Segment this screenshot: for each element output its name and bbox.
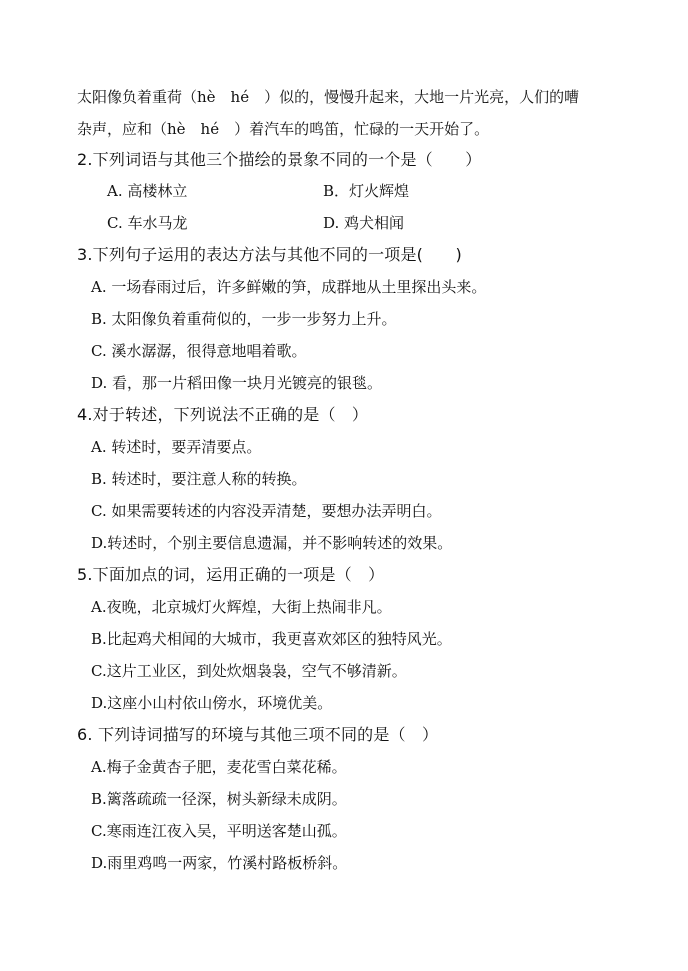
question-5-option-d: D.这座小山村依山傍水，环境优美。 bbox=[91, 694, 333, 712]
intro-line-2: 杂声，应和（hè hé ）着汽车的鸣笛，忙碌的一天开始了。 bbox=[77, 120, 490, 138]
question-5-stem: 5.下面加点的词，运用正确的一项是（ ） bbox=[77, 565, 385, 584]
question-2-option-b: B．灯火辉煌 bbox=[323, 182, 410, 200]
question-6-option-a: A.梅子金黄杏子肥，麦花雪白菜花稀。 bbox=[91, 758, 347, 776]
question-5-option-a: A.夜晚，北京城灯火辉煌，大街上热闹非凡。 bbox=[91, 598, 392, 616]
question-2-option-c: C. 车水马龙 bbox=[107, 214, 188, 232]
question-4-option-a: A. 转述时，要弄清要点。 bbox=[91, 438, 262, 456]
question-6-option-d: D.雨里鸡鸣一两家，竹溪村路板桥斜。 bbox=[91, 854, 348, 872]
intro-line-1: 太阳像负着重荷（hè hé ）似的，慢慢升起来，大地一片光亮，人们的嘈 bbox=[77, 88, 580, 106]
question-6-stem: 6. 下列诗词描写的环境与其他三项不同的是（ ） bbox=[77, 725, 439, 744]
question-3-option-b: B. 太阳像负着重荷似的，一步一步努力上升。 bbox=[91, 310, 397, 328]
question-2-option-a: A. 高楼林立 bbox=[107, 182, 188, 200]
question-3-option-c: C. 溪水潺潺，很得意地唱着歌。 bbox=[91, 342, 307, 360]
question-5-option-b: B.比起鸡犬相闻的大城市，我更喜欢郊区的独特风光。 bbox=[91, 630, 452, 648]
question-4-option-c: C. 如果需要转述的内容没弄清楚，要想办法弄明白。 bbox=[91, 502, 442, 520]
question-2-option-d: D. 鸡犬相闻 bbox=[323, 214, 405, 232]
question-6-option-c: C.寒雨连江夜入吴，平明送客楚山孤。 bbox=[91, 822, 347, 840]
question-2-stem: 2.下列词语与其他三个描绘的景象不同的一个是（ ） bbox=[77, 150, 482, 169]
question-3-stem: 3.下列句子运用的表达方法与其他不同的一项是( ) bbox=[77, 245, 462, 264]
question-5-option-c: C.这片工业区，到处炊烟袅袅，空气不够清新。 bbox=[91, 662, 407, 680]
question-3-option-d: D. 看，那一片稻田像一块月光镀亮的银毯。 bbox=[91, 374, 383, 392]
question-3-option-a: A. 一场春雨过后，许多鲜嫩的笋，成群地从土里探出头来。 bbox=[91, 278, 487, 296]
question-4-option-d: D.转述时，个别主要信息遗漏，并不影响转述的效果。 bbox=[91, 534, 453, 552]
question-4-option-b: B. 转述时，要注意人称的转换。 bbox=[91, 470, 307, 488]
question-4-stem: 4.对于转述，下列说法不正确的是（ ） bbox=[77, 405, 369, 424]
question-6-option-b: B.篱落疏疏一径深，树头新绿未成阴。 bbox=[91, 790, 347, 808]
